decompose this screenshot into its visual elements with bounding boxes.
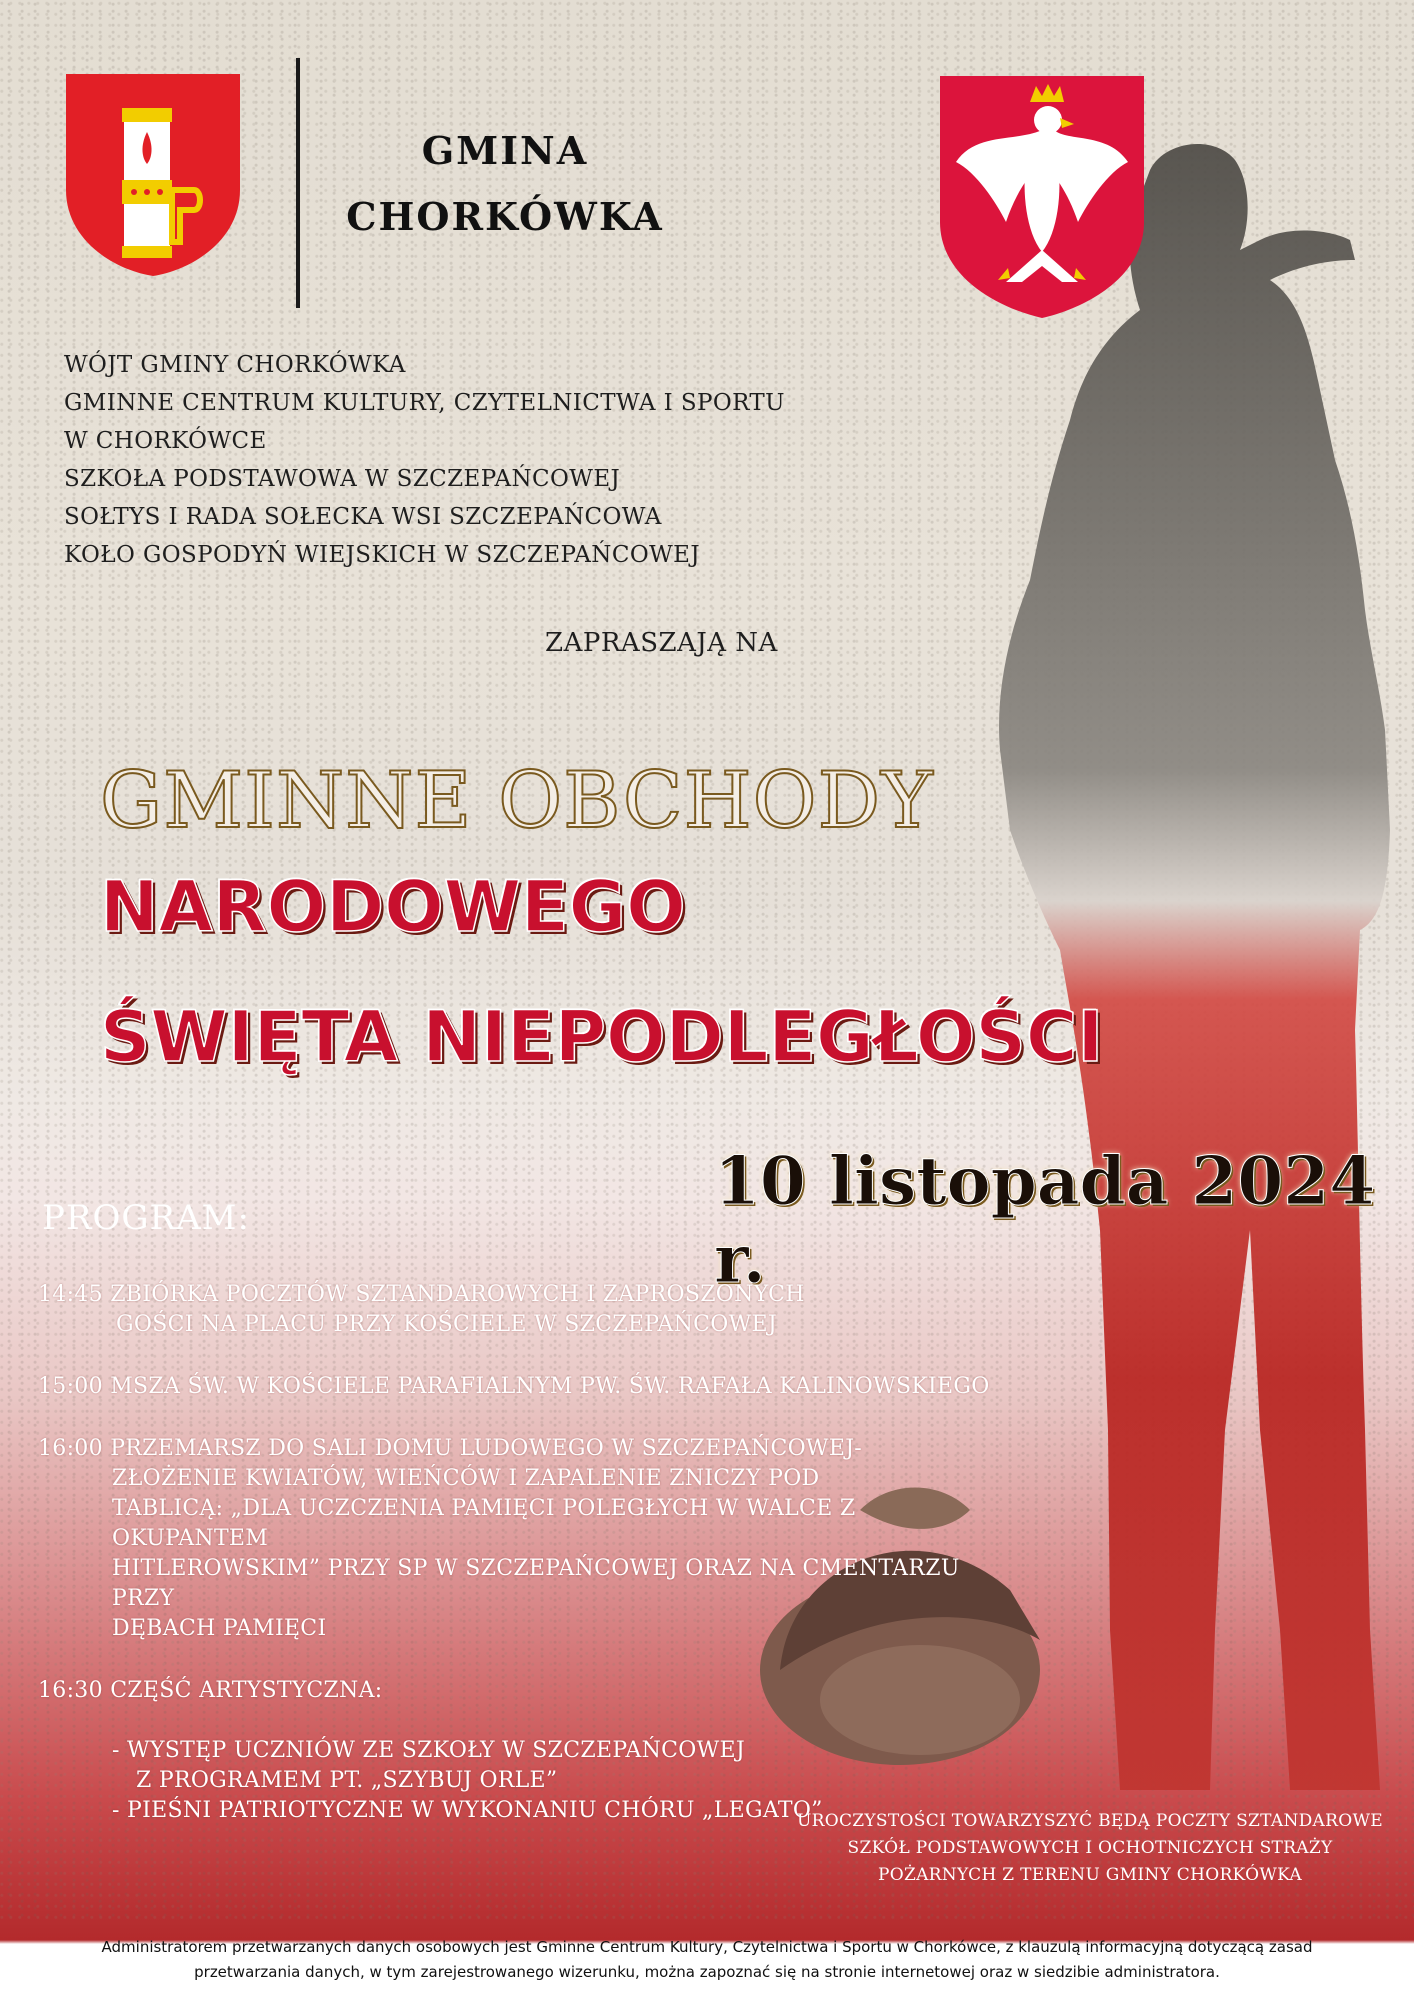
- program-line: HITLEROWSKIM” PRZY SP W SZCZEPAŃCOWEJ ORAZ NA CMENTARZU PRZY: [112, 1556, 960, 1611]
- program-line: ZŁOŻENIE KWIATÓW, WIEŃCÓW I ZAPALENIE ZNICZY POD: [112, 1466, 820, 1491]
- escort-line: UROCZYSTOŚCI TOWARZYSZYĆ BĘDĄ POCZTY SZTANDAROWE: [797, 1811, 1383, 1831]
- organizer-item: GMINNE CENTRUM KULTURY, CZYTELNICTWA I SPORTU: [64, 390, 785, 416]
- invite-text: ZAPRASZAJĄ NA: [545, 628, 778, 658]
- program-line: DĘBACH PAMIĘCI: [112, 1616, 327, 1641]
- program-line: - WYSTĘP UCZNIÓW ZE SZKOŁY W SZCZEPAŃCOWEJ: [112, 1738, 746, 1763]
- event-date: 10 listopada 2024 r.: [714, 1142, 1376, 1298]
- program-line: [38, 1706, 1018, 1736]
- header-divider: [296, 58, 300, 308]
- program-item: [38, 1676, 1018, 1826]
- footer-line: Administratorem przetwarzanych danych osobowych jest Gminne Centrum Kultury, Czytelnictwa i Sportu w Chorkówce, z klauzulą informacyjną dotyczącą zasad: [101, 1938, 1313, 1956]
- gmina-line-1: GMINA: [421, 128, 589, 173]
- program-line: - PIEŚNI PATRIOTYCZNE W WYKONANIU CHÓRU „LEGATO”: [112, 1798, 823, 1823]
- program-line: 16:30 CZĘŚĆ ARTYSTYCZNA:: [38, 1678, 383, 1703]
- title-line-3: ŚWIĘTA NIEPODLEGŁOŚCI: [100, 996, 1104, 1078]
- organizer-item: SZKOŁA PODSTAWOWA W SZCZEPAŃCOWEJ: [64, 466, 621, 492]
- organizer-item: KOŁO GOSPODYŃ WIEJSKICH W SZCZEPAŃCOWEJ: [64, 542, 700, 568]
- footer-line: przetwarzania danych, w tym zarejestrowanego wizerunku, można zapoznać się na stronie internetowej oraz w siedzibie administratora.: [194, 1963, 1220, 1981]
- program-line: 14:45 ZBIÓRKA POCZTÓW SZTANDAROWYCH I ZAPROSZONYCH: [38, 1282, 805, 1307]
- program-item: [38, 1434, 1018, 1644]
- organizer-item: W CHORKÓWCE: [64, 428, 267, 454]
- program-line: GOŚCI NA PLACU PRZY KOŚCIELE W SZCZEPAŃCOWEJ: [116, 1312, 777, 1337]
- title-line-2: NARODOWEGO: [100, 866, 686, 948]
- organizer-item: SOŁTYS I RADA SOŁECKA WSI SZCZEPAŃCOWA: [64, 504, 662, 530]
- program-line: 15:00 MSZA ŚW. W KOŚCIELE PARAFIALNYM PW. ŚW. RAFAŁA KALINOWSKIEGO: [38, 1374, 990, 1399]
- program-line: TABLICĄ: „DLA UCZCZENIA PAMIĘCI POLEGŁYCH W WALCE Z OKUPANTEM: [112, 1496, 856, 1551]
- gmina-name: [320, 118, 690, 250]
- gdpr-footer: [0, 1935, 1414, 1985]
- organizer-item: WÓJT GMINY CHORKÓWKA: [64, 352, 406, 378]
- program-line: Z PROGRAMEM PT. „SZYBUJ ORLE”: [136, 1768, 558, 1793]
- escort-line: SZKÓŁ PODSTAWOWYCH I OCHOTNICZYCH STRAŻY: [847, 1838, 1333, 1858]
- program-heading: PROGRAM:: [42, 1198, 250, 1238]
- program-item: [38, 1280, 1018, 1340]
- escort-line: POŻARNYCH Z TERENU GMINY CHORKÓWKA: [878, 1865, 1302, 1885]
- title-line-1: GMINNE OBCHODY: [100, 756, 934, 846]
- program-list: [38, 1280, 1018, 1858]
- gmina-line-2: CHORKÓWKA: [346, 194, 664, 239]
- escort-note: [790, 1808, 1390, 1889]
- program-line: 16:00 PRZEMARSZ DO SALI DOMU LUDOWEGO W SZCZEPAŃCOWEJ-: [38, 1436, 863, 1461]
- program-item: [38, 1372, 1018, 1402]
- gmina-coat-of-arms-icon: [62, 70, 244, 280]
- organizers-list: [64, 346, 824, 574]
- polish-white-eagle-icon: [936, 72, 1148, 322]
